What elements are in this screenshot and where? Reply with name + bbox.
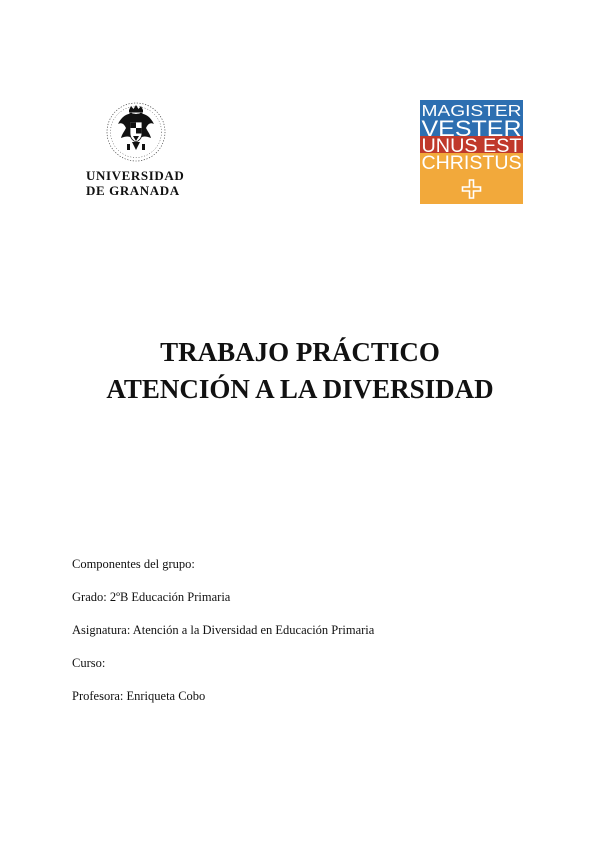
motto-logo xyxy=(420,100,523,204)
subject-line: Asignatura: Atención a la Diversidad en Educación Primaria xyxy=(72,623,375,637)
university-seal-icon xyxy=(104,100,168,164)
university-name-line1: UNIVERSIDAD xyxy=(86,168,185,183)
title-line2: ATENCIÓN A LA DIVERSIDAD xyxy=(106,374,494,404)
teacher-line: Profesora: Enriqueta Cobo xyxy=(72,689,206,703)
university-name xyxy=(86,168,190,198)
motto-word-2: VESTER xyxy=(421,116,522,141)
university-name-line2: DE GRANADA xyxy=(86,183,180,198)
university-logo xyxy=(86,100,190,200)
motto-word-1: MAGISTER xyxy=(421,103,522,120)
motto-word-3: UNUS EST xyxy=(421,136,522,157)
motto-word-4: CHRISTUS xyxy=(421,153,522,174)
info-block xyxy=(72,556,374,721)
course-line: Curso: xyxy=(72,656,106,670)
grade-line: Grado: 2ºB Educación Primaria xyxy=(72,590,231,604)
page-title xyxy=(0,334,600,408)
title-line1: TRABAJO PRÁCTICO xyxy=(160,337,440,367)
group-components-label: Componentes del grupo: xyxy=(72,557,195,571)
